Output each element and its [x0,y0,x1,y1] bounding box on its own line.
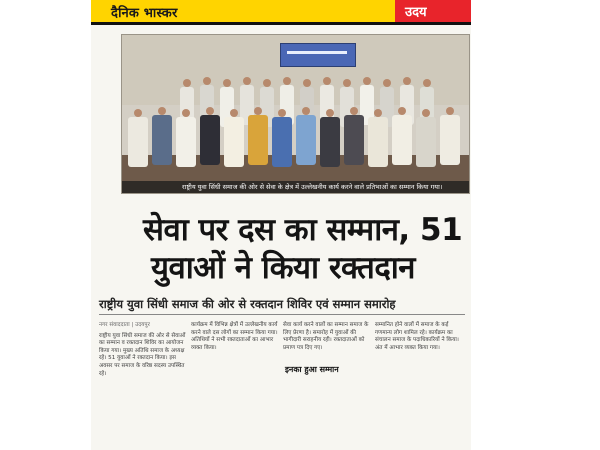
person [368,117,388,167]
person [320,117,340,167]
person [152,115,172,165]
person [224,117,244,167]
person [416,117,436,167]
edition-label: उदय [405,5,427,20]
person [200,115,220,165]
person [176,117,196,167]
person [248,115,268,165]
article-column-1 [99,322,187,378]
headline-line-1: सेवा पर दस का सम्मान, 51 [143,212,463,248]
newspaper-logo: दैनिक भास्कर [111,6,178,21]
person [440,115,460,165]
masthead-rule [91,22,471,25]
person [128,117,148,167]
section-subhead: इनका हुआ सम्मान [285,365,339,374]
person [272,117,292,167]
subhead-rule [99,314,465,315]
photo-caption: राष्ट्रीय युवा सिंधी समाज की ओर से सेवा के क्षेत्र में उल्लेखनीय कार्य करने वाले प्रतिभाओं का सम्मान किया गया। [182,183,443,191]
column-text: सम्मानित होने वालों में समाज के कई गणमान्य लोग शामिल रहे। कार्यक्रम का संचालन समाज के पदाधिकारियों ने किया। अंत में आभार व्यक्त किया गया। [375,322,459,351]
article-column-4 [375,322,463,352]
person [344,115,364,165]
column-text: सेवा कार्य करने वालों का सम्मान समाज के लिए प्रेरणा है। समारोह में युवाओं की भागीदारी सराहनीय रही। रक्तदाताओं को प्रमाण पत्र दिए गए। [283,322,369,351]
edition-badge [395,0,471,22]
newspaper-page [91,0,471,450]
photo-banner [280,43,356,67]
person [392,115,412,165]
article-column-3 [283,322,371,352]
news-photo [121,34,470,194]
column-text: कार्यक्रम में विभिन्न क्षेत्रों में उल्लेखनीय कार्य करने वाले दस लोगों का सम्मान किया गया। अतिथियों ने सभी रक्तदाताओं का आभार व्यक्त किया। [191,322,278,351]
byline: नगर संवाददाता | उदयपुर [99,322,150,328]
headline-line-2: युवाओं ने किया रक्तदान [151,250,416,286]
article-subhead: राष्ट्रीय युवा सिंधी समाज की ओर से रक्तदान शिविर एवं सम्मान समारोह [99,297,396,311]
person [296,115,316,165]
masthead [91,0,471,22]
column-text: राष्ट्रीय युवा सिंधी समाज की ओर से सेवाओं का सम्मान व रक्तदान शिविर का आयोजन किया गया। मुख्य अतिथि समाज के अध्यक्ष रहे। 51 युवाओं ने रक्तदान किया। इस अवसर पर समाज के वरिष्ठ सदस्य उपस्थित रहे। [99,332,186,377]
photo-caption-strip [122,181,469,193]
article-column-2 [191,322,279,352]
